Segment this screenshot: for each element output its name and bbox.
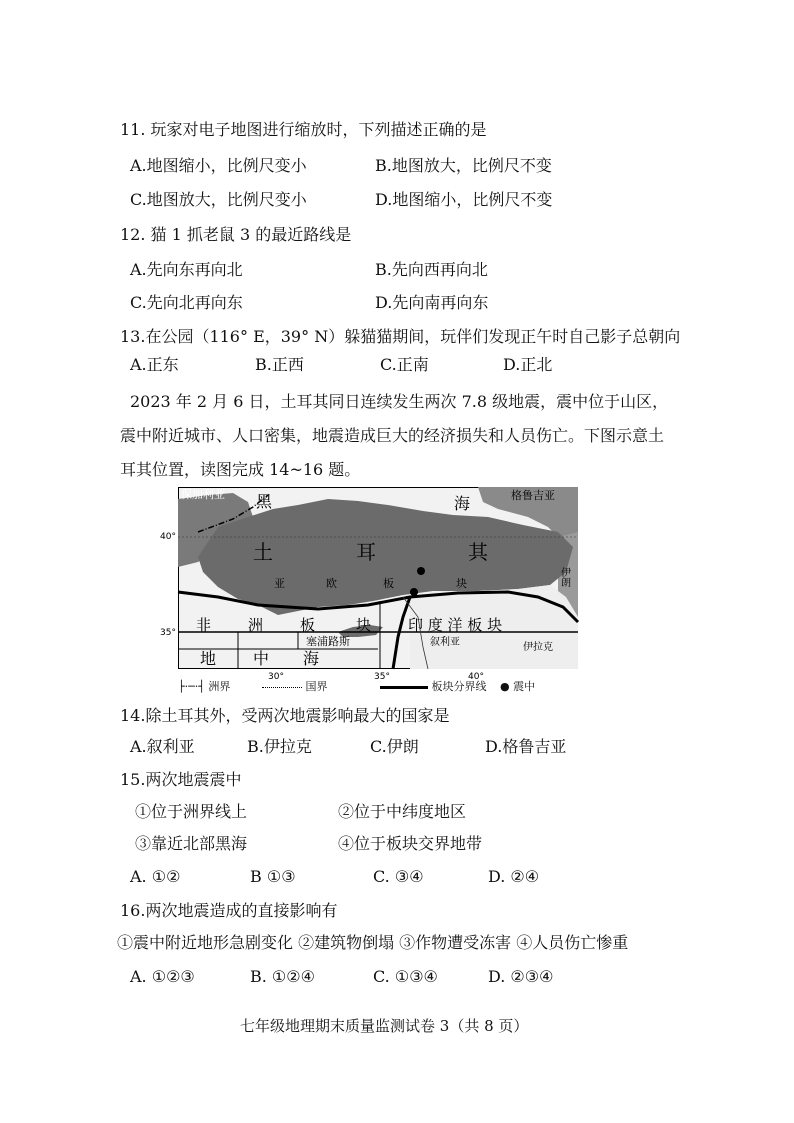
map-label-plate-2: 块 — [456, 577, 467, 590]
country-boundary-icon — [262, 687, 302, 688]
q15-statement-1: ①位于洲界线上 — [135, 802, 248, 821]
map-label-lat40: 40° — [160, 532, 176, 542]
q13-option-c: C.正南 — [380, 355, 429, 374]
map-label-med-1: 地 — [200, 649, 217, 668]
q14-option-c: C.伊朗 — [370, 737, 419, 756]
map-label-iraq: 伊拉克 — [523, 642, 553, 653]
q15-stem: 15.两次地震震中 — [120, 770, 242, 789]
q16-stem: 16.两次地震造成的直接影响有 — [120, 901, 338, 920]
q12-option-b: B.先向西再向北 — [375, 260, 488, 279]
q13-option-b: B.正西 — [255, 355, 304, 374]
legend-country — [262, 678, 328, 694]
legend-continent — [178, 678, 230, 694]
epicenter-icon: ● — [500, 680, 510, 693]
legend-epicenter — [500, 678, 535, 694]
map-label-asia-1: 亚 — [274, 577, 285, 590]
q12-stem: 12. 猫 1 抓老鼠 3 的最近路线是 — [120, 225, 352, 244]
legend-epicenter-label: 震中 — [513, 680, 536, 693]
map-label-med-2: 中 — [253, 649, 270, 668]
turkey-map — [160, 487, 578, 687]
intro-line-1: 2023 年 2 月 6 日，土耳其同日连续发生两次 7.8 级地震，震中位于山区， — [130, 392, 669, 411]
q15-statement-4: ④位于板块交界地带 — [338, 834, 483, 853]
q11-option-d: D.地图缩小，比例尺不变 — [375, 190, 553, 209]
map-label-cyprus: 塞浦路斯 — [306, 635, 350, 648]
map-label-turkey-3: 其 — [468, 540, 488, 564]
map-label-lat35: 35° — [160, 628, 176, 638]
map-label-africa-4: 块 — [356, 616, 372, 634]
map-label-plate-1: 板 — [383, 577, 394, 590]
map-label-turkey-1: 土 — [253, 540, 273, 564]
intro-line-3: 耳其位置，读图完成 14~16 题。 — [120, 460, 361, 479]
map-label-lon35: 35° — [374, 672, 390, 682]
q13-option-a: A.正东 — [130, 355, 179, 374]
continent-boundary-icon: ├·─·┤ — [178, 680, 205, 693]
q12-option-d: D.先向南再向东 — [375, 293, 489, 312]
q11-option-b: B.地图放大，比例尺不变 — [375, 156, 552, 175]
q15-option-d: D. ②④ — [488, 867, 540, 886]
legend-plate — [380, 678, 487, 694]
q16-option-b: B. ①②④ — [250, 967, 315, 986]
map-label-iran: 伊朗 — [558, 567, 570, 587]
legend-continent-label: 洲界 — [208, 680, 231, 693]
legend-plate-label: 板块分界线 — [431, 680, 487, 693]
q13-option-d: D.正北 — [503, 355, 553, 374]
map-label-turkey-2: 耳 — [356, 540, 376, 564]
q16-option-d: D. ②③④ — [488, 967, 554, 986]
q14-option-b: B.伊拉克 — [247, 737, 312, 756]
q13-stem: 13.在公园（116° E，39° N）躲猫猫期间，玩伴们发现正午时自己影子总朝向 — [120, 327, 681, 346]
q16-option-c: C. ①③④ — [373, 967, 438, 986]
intro-line-2: 震中附近城市、人口密集，地震造成巨大的经济损失和人员伤亡。下图示意土 — [120, 426, 665, 445]
q12-option-c: C.先向北再向东 — [130, 293, 243, 312]
map-label-africa-1: 非 — [196, 616, 212, 634]
q15-option-c: C. ③④ — [373, 867, 424, 886]
map-label-black-sea-2: 海 — [454, 494, 471, 513]
q11-option-c: C.地图放大，比例尺变小 — [130, 190, 307, 209]
plate-boundary-icon — [380, 686, 428, 689]
q14-stem: 14.除土耳其外，受两次地震影响最大的国家是 — [120, 706, 450, 725]
map-label-africa-2: 洲 — [248, 616, 264, 634]
map-label-indian-plate: 印 度 洋 板 块 — [408, 616, 503, 634]
epicenter-1 — [417, 567, 425, 575]
q11-stem: 11. 玩家对电子地图进行缩放时，下列描述正确的是 — [120, 120, 487, 139]
map-label-lon40: 40° — [468, 672, 484, 682]
q16-option-a: A. ①②③ — [130, 967, 195, 986]
q16-statements: ①震中附近地形急剧变化 ②建筑物倒塌 ③作物遭受冻害 ④人员伤亡惨重 — [117, 933, 629, 952]
map-label-syria: 叙利亚 — [430, 637, 460, 648]
epicenter-2 — [410, 588, 418, 596]
q15-statement-2: ②位于中纬度地区 — [338, 802, 467, 821]
q14-option-d: D.格鲁吉亚 — [485, 737, 567, 756]
q15-statement-3: ③靠近北部黑海 — [135, 834, 248, 853]
q15-option-a: A. ①② — [130, 867, 181, 886]
q11-option-a: A.地图缩小，比例尺变小 — [130, 156, 307, 175]
q12-option-a: A.先向东再向北 — [130, 260, 243, 279]
map-label-lon30: 30° — [268, 672, 284, 682]
map-label-med-3: 海 — [303, 649, 320, 668]
legend-country-label: 国界 — [305, 680, 328, 693]
map-label-black-sea-1: 黑 — [256, 492, 273, 511]
map-label-africa-3: 板 — [300, 616, 316, 634]
map-label-bulgaria: 保加利亚 — [181, 488, 225, 501]
map-label-georgia: 格鲁吉亚 — [511, 489, 555, 502]
map-label-asia-2: 欧 — [326, 577, 337, 590]
page-footer: 七年级地理期末质量监测试卷 3（共 8 页） — [240, 1017, 529, 1035]
q15-option-b: B ①③ — [250, 867, 296, 886]
q14-option-a: A.叙利亚 — [130, 737, 195, 756]
